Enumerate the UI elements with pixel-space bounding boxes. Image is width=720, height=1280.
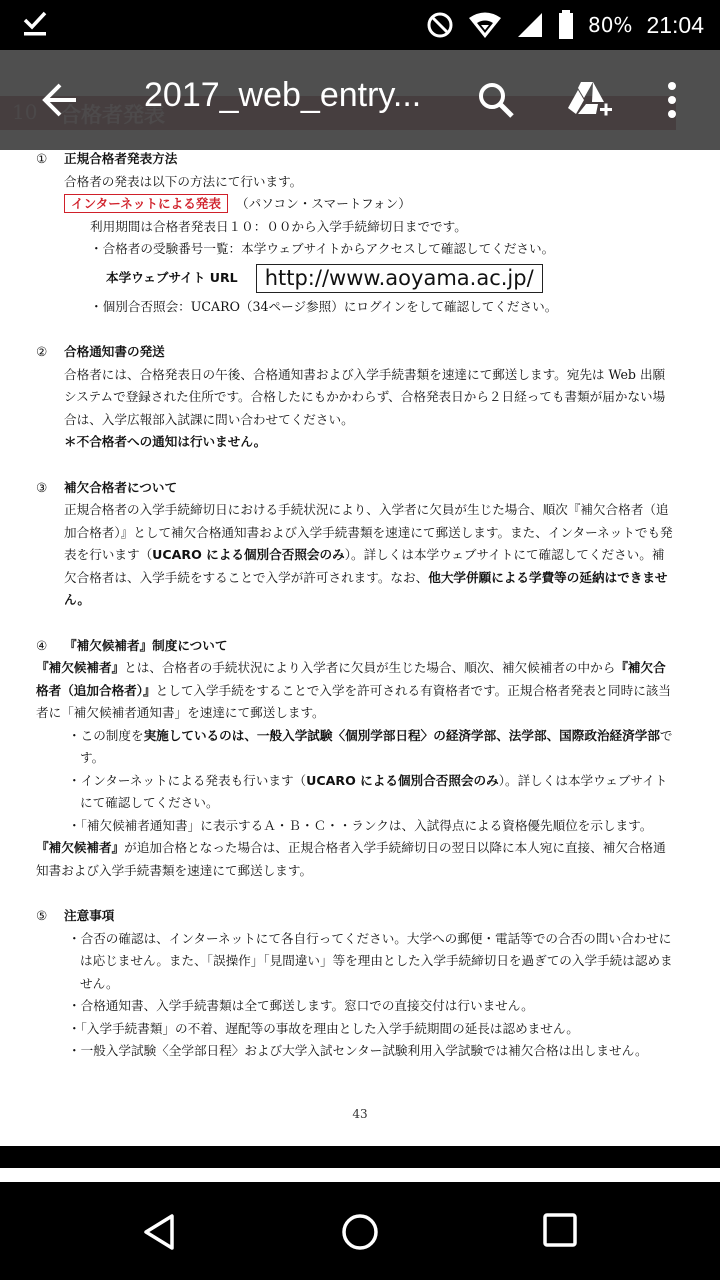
nav-recents-icon[interactable] <box>542 1212 578 1248</box>
page-gap <box>0 1146 720 1168</box>
section-4-title: 『補欠候補者』制度について <box>64 637 228 653</box>
section-5-bullet-4: ・一般入学試験〈全学部日程〉および大学入試センター試験利用入学試験では補欠合格は出しません。 <box>68 1043 648 1058</box>
section-5-bullet-3: ・「入学手続書類」の不着、遅配等の事故を理由とした入学手続期間の延長は認めません。 <box>68 1020 579 1036</box>
section-1-number: ① <box>36 151 48 166</box>
section-4-p1-b: とは、合格者の手続状況により入学者に欠員が生じた場合、順次、補欠候補者の中から <box>124 660 616 675</box>
section-5-number: ⑤ <box>36 908 48 923</box>
section-4 <box>36 635 676 883</box>
section-3-number: ③ <box>36 479 48 495</box>
section-1-bullet-2: ・個別合否照会：UCARO（34ページ参照）にログインをして確認してください。 <box>90 298 558 314</box>
navigation-bar <box>0 1182 720 1280</box>
section-4-number: ④ <box>36 637 48 653</box>
page-number: 43 <box>352 1107 368 1121</box>
section-3-body-c: ）。詳しくは本学ウェブサイトにて確認してください。補欠合格者は、入学手続をすることで入学が許可されます。なお、 <box>64 547 665 585</box>
more-options-icon[interactable] <box>666 80 678 120</box>
nav-back-icon[interactable] <box>140 1212 180 1252</box>
signal-icon <box>516 11 544 39</box>
section-4-p1-a: 『補欠候補者』 <box>36 660 125 675</box>
section-4-bullet-2 <box>36 770 676 815</box>
section-4-b1-b: 実施しているのは、一般入学試験〈個別学部日程〉の経済学部、法学部、国際政治経済学部 <box>143 727 660 743</box>
add-to-drive-icon[interactable] <box>566 80 614 120</box>
usage-period: 利用期間は合格者発表日１０：００から入学手続締切日までです。 <box>90 218 467 234</box>
section-2-title: 合格通知書の発送 <box>64 344 165 359</box>
back-arrow-icon[interactable] <box>40 80 80 120</box>
internet-announcement-badge: インターネットによる発表 <box>64 194 228 213</box>
section-3-body-a: 正規合格者の入学手続締切日における手続状況により、入学者に欠員が生じた場合、順次『補欠合格者（追加合格者）』として補欠合格通知書および入学手続書類を速達にて郵送します。また、インターネットでも発表を行います（ <box>64 502 673 562</box>
document-title: 2017_web_entry... <box>144 76 422 114</box>
section-2 <box>36 341 676 454</box>
section-4-b2-a: ・インターネットによる発表も行います（ <box>68 772 307 788</box>
section-4-b2-b: UCARO による個別合否照会のみ <box>306 772 499 788</box>
section-4-p2-a: 『補欠候補者』 <box>36 840 125 855</box>
status-bar <box>0 0 720 50</box>
battery-icon <box>558 10 574 40</box>
section-5-bullet-2: ・合格通知書、入学手続書類は全て郵送します。窓口での直接交付は行いません。 <box>68 998 534 1013</box>
nav-home-icon[interactable] <box>340 1212 380 1252</box>
section-4-p1-d: として入学手続をすることで入学を許可される有資格者です。正規合格者発表と同時に該当者に「補欠候補者通知書」を速達にて郵送します。 <box>36 682 671 720</box>
next-page-edge <box>0 1168 720 1182</box>
section-4-bullet-3: ・「補欠候補者通知書」に表示するＡ・Ｂ・Ｃ・・ランクは、入試得点による資格優先順位を示します。 <box>68 817 653 833</box>
section-2-number: ② <box>36 344 48 359</box>
section-4-b1-a: ・この制度を <box>68 727 144 743</box>
section-4-p1-c: 『補欠合格者（追加合格者）』 <box>36 660 666 698</box>
search-icon[interactable] <box>476 80 516 120</box>
url-row <box>36 264 676 294</box>
page-content <box>36 148 676 1086</box>
section-2-body: 合格者には、合格発表日の午後、合格通知書および入学手続書類を速達にて郵送します。宛先は Web 出願システムで登録された住所です。合格したにもかかわらず、合格発表日から２日経っても書類が届かない場合は、入学広報部入試課に問い合わせてください。 <box>64 366 666 427</box>
section-1-intro: 合格者の発表は以下の方法にて行います。 <box>64 173 303 189</box>
section-4-b2-c: ）。詳しくは本学ウェブサイトにて確認してください。 <box>80 772 668 810</box>
section-1-bullet-1: ・合格者の受験番号一覧：本学ウェブサイトからアクセスして確認してください。 <box>90 241 555 256</box>
do-not-disturb-icon <box>426 11 454 39</box>
section-3-body-d: 他大学併願による学費等の延納はできません。 <box>64 569 668 607</box>
section-1 <box>36 148 676 318</box>
pdf-page[interactable] <box>0 50 720 1146</box>
battery-percent: 80% <box>587 13 633 37</box>
section-3 <box>36 477 676 612</box>
download-done-icon <box>22 10 48 38</box>
url-label: 本学ウェブサイト URL <box>106 270 238 286</box>
badge-note: （パソコン・スマートフォン） <box>236 196 411 211</box>
section-5 <box>36 905 676 1063</box>
section-3-body-b: UCARO による個別合否照会のみ <box>152 547 345 562</box>
section-3-title: 補欠合格者について <box>64 479 178 495</box>
website-url-link[interactable]: http://www.aoyama.ac.jp/ <box>256 264 543 293</box>
section-4-b1-c: です。 <box>80 727 673 765</box>
section-4-para-2 <box>36 837 676 882</box>
section-4-para-1 <box>36 657 676 725</box>
app-bar <box>0 50 720 150</box>
section-1-title: 正規合格者発表方法 <box>64 151 178 166</box>
section-4-bullet-1 <box>36 725 676 770</box>
clock-time: 21:04 <box>646 11 704 38</box>
section-3-body <box>36 499 676 612</box>
section-4-p2-b: が追加合格となった場合は、正規合格者入学手続締切日の翌日以降に本人宛に直接、補欠合格通知書および入学手続書類を速達にて郵送します。 <box>36 840 666 878</box>
section-2-note: ＊不合格者への通知は行いません。 <box>64 434 267 449</box>
section-5-bullet-1: ・合否の確認は、インターネットにて各自行ってください。大学への郵便・電話等での合否の問い合わせには応じません。また、「誤操作」「見間違い」等を理由とした入学手続締切日を過ぎての入学手続は認めません。 <box>68 930 673 991</box>
wifi-icon <box>468 11 502 39</box>
section-5-title: 注意事項 <box>64 908 115 923</box>
